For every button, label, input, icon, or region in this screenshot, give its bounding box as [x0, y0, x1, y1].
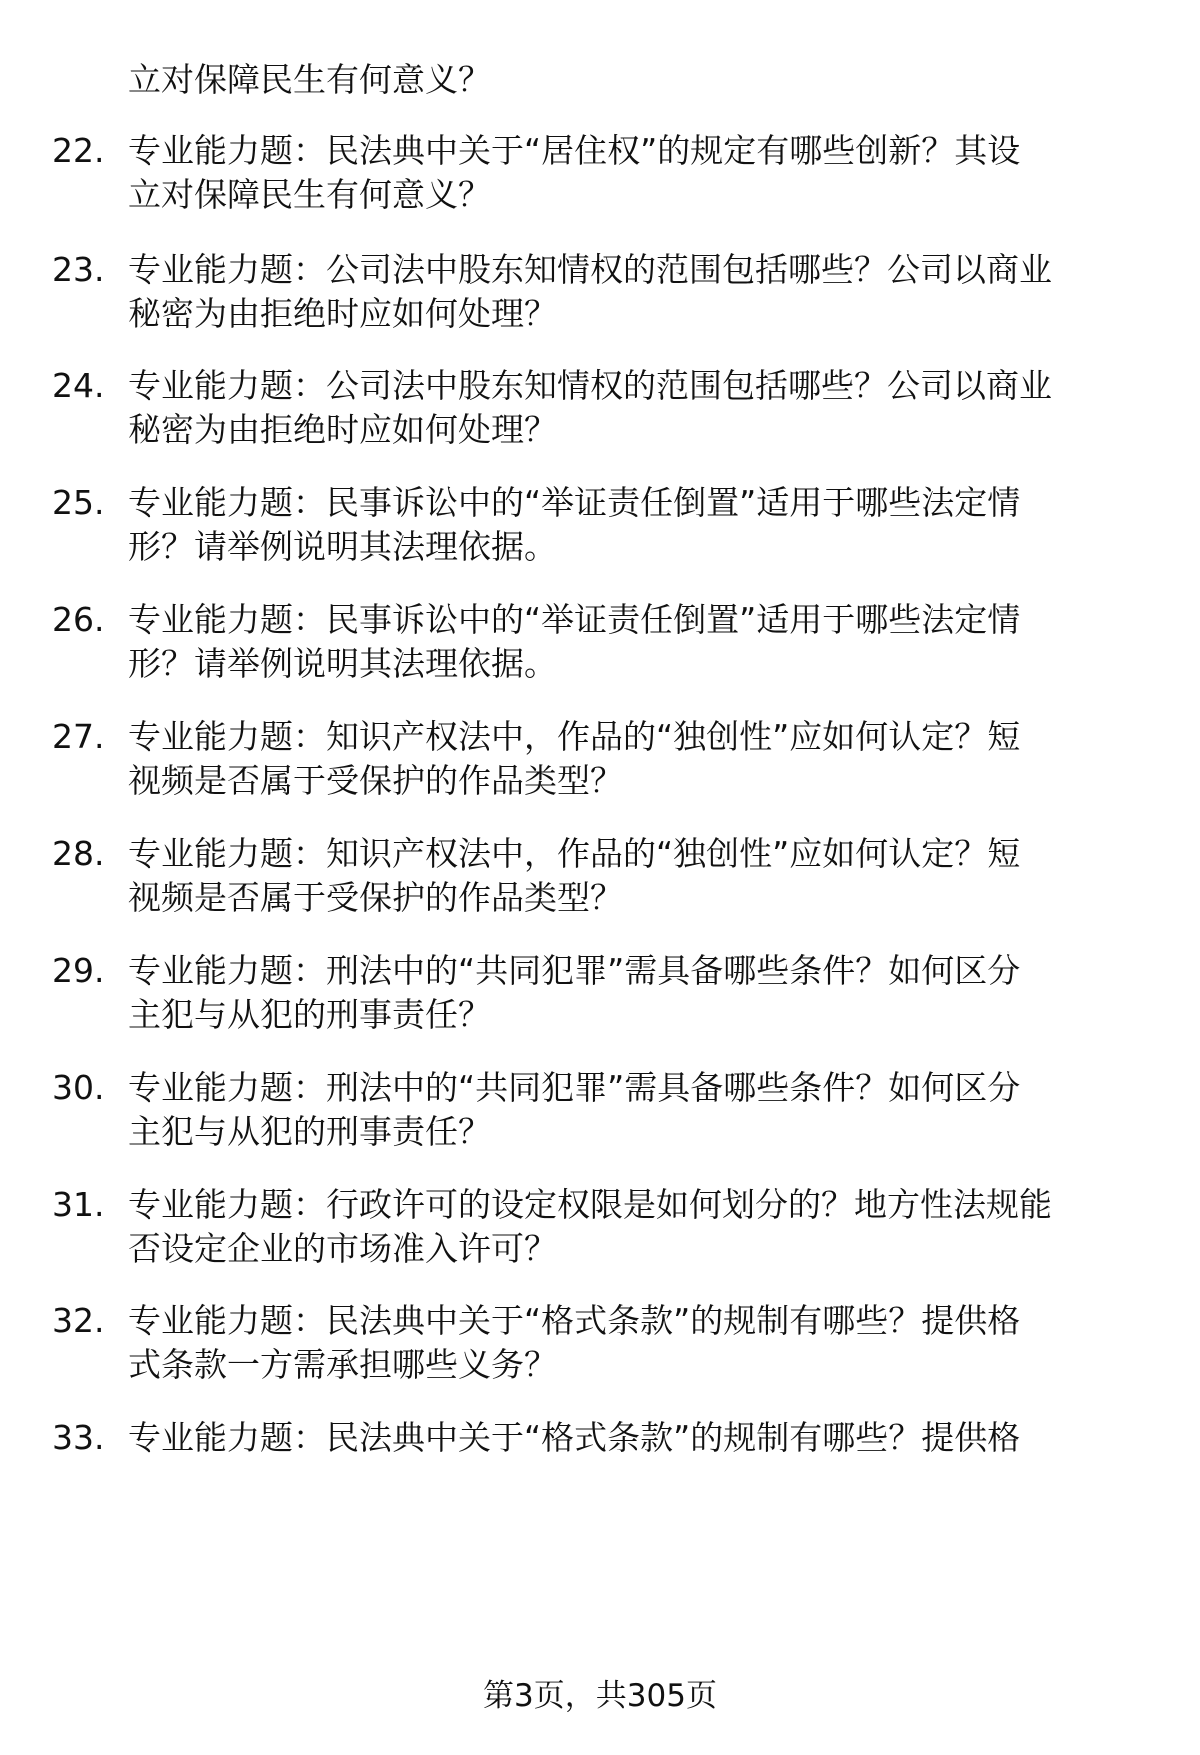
question-text-line: 形？请举例说明其法理依据。 — [128, 527, 557, 566]
question-item — [0, 1066, 1200, 1166]
question-item — [0, 1416, 1200, 1516]
question-item — [0, 598, 1200, 698]
question-item — [0, 1299, 1200, 1399]
question-text-line: 主犯与从犯的刑事责任？ — [128, 995, 491, 1034]
question-number: 23. — [52, 250, 105, 289]
question-number: 29. — [52, 951, 105, 990]
question-item — [0, 481, 1200, 581]
question-text-line: 式条款一方需承担哪些义务？ — [128, 1345, 557, 1384]
question-text-line: 专业能力题：民法典中关于“居住权”的规定有哪些创新？其设 — [128, 131, 1021, 170]
question-text-line: 秘密为由拒绝时应如何处理？ — [128, 410, 557, 449]
question-text-line: 专业能力题：民事诉讼中的“举证责任倒置”适用于哪些法定情 — [128, 600, 1021, 639]
question-text-line: 专业能力题：民法典中关于“格式条款”的规制有哪些？提供格 — [128, 1301, 1021, 1340]
question-text-line: 否设定企业的市场准入许可？ — [128, 1229, 557, 1268]
question-item — [0, 1183, 1200, 1283]
question-number: 22. — [52, 131, 105, 170]
question-text-line: 视频是否属于受保护的作品类型？ — [128, 761, 623, 800]
page-footer: 第3页，共305页 — [483, 1678, 717, 1714]
question-text-line: 视频是否属于受保护的作品类型？ — [128, 878, 623, 917]
question-text-line: 主犯与从犯的刑事责任？ — [128, 1112, 491, 1151]
question-number: 25. — [52, 483, 105, 522]
question-number: 26. — [52, 600, 105, 639]
question-text-line: 专业能力题：知识产权法中，作品的“独创性”应如何认定？短 — [128, 834, 1021, 873]
question-item — [0, 248, 1200, 348]
question-text-line: 专业能力题：民事诉讼中的“举证责任倒置”适用于哪些法定情 — [128, 483, 1021, 522]
question-number: 32. — [52, 1301, 105, 1340]
question-text-line: 专业能力题：公司法中股东知情权的范围包括哪些？公司以商业 — [128, 366, 1052, 405]
question-number: 31. — [52, 1185, 105, 1224]
continuation-text: 立对保障民生有何意义？ — [128, 60, 491, 99]
question-item — [0, 949, 1200, 1049]
question-item — [0, 129, 1200, 229]
question-text-line: 专业能力题：刑法中的“共同犯罪”需具备哪些条件？如何区分 — [128, 951, 1021, 990]
question-text-line: 形？请举例说明其法理依据。 — [128, 644, 557, 683]
question-item — [0, 832, 1200, 932]
question-number: 24. — [52, 366, 105, 405]
question-number: 33. — [52, 1418, 105, 1457]
question-number: 28. — [52, 834, 105, 873]
question-text-line: 专业能力题：知识产权法中，作品的“独创性”应如何认定？短 — [128, 717, 1021, 756]
question-text-line: 专业能力题：公司法中股东知情权的范围包括哪些？公司以商业 — [128, 250, 1052, 289]
question-text-line: 专业能力题：行政许可的设定权限是如何划分的？地方性法规能 — [128, 1185, 1052, 1224]
question-text-line: 秘密为由拒绝时应如何处理？ — [128, 294, 557, 333]
question-item — [0, 715, 1200, 815]
question-text-line: 立对保障民生有何意义？ — [128, 175, 491, 214]
question-number: 30. — [52, 1068, 105, 1107]
question-item — [0, 364, 1200, 464]
question-number: 27. — [52, 717, 105, 756]
question-text-line: 专业能力题：刑法中的“共同犯罪”需具备哪些条件？如何区分 — [128, 1068, 1021, 1107]
question-text-line: 专业能力题：民法典中关于“格式条款”的规制有哪些？提供格 — [128, 1418, 1021, 1457]
